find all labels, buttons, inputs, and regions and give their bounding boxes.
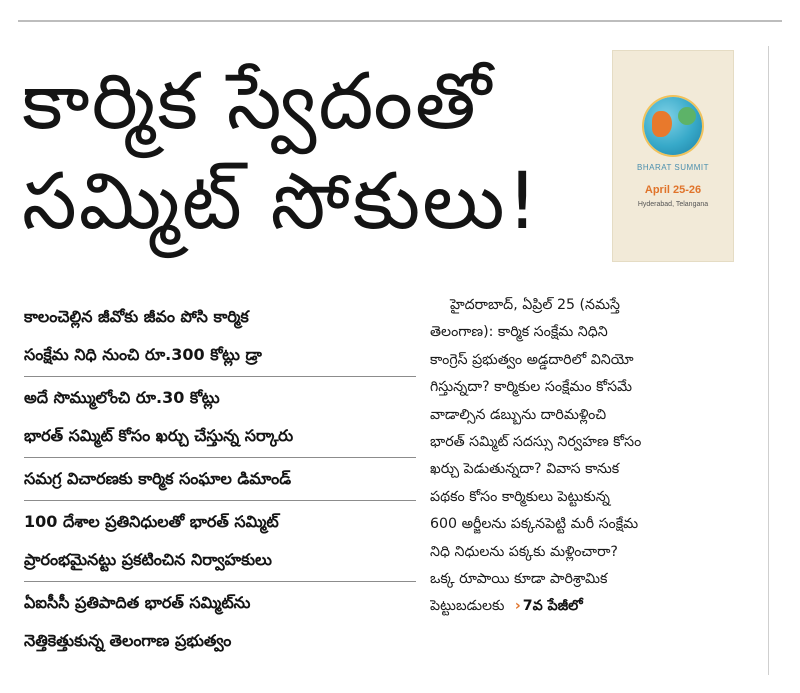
body-line: నిధి నిధులను పక్కకు మళ్లించారా? xyxy=(430,543,618,560)
body-line: ఒక్క రూపాయి కూడా పారిశ్రామిక xyxy=(430,571,608,588)
subhead-line: నెత్తికెత్తుకున్న తెలంగాణ ప్రభుత్వం xyxy=(24,631,232,650)
column-divider xyxy=(768,46,769,675)
body-line: 600 అర్జీలను పక్కనపెట్టి మరీ సంక్షేమ xyxy=(430,516,639,533)
poster-dates: April 25-26 xyxy=(644,184,702,196)
poster-title: BHARAT SUMMIT xyxy=(637,163,709,172)
chevron-right-icon: › xyxy=(514,598,521,615)
body-line: గిస్తున్నదా? కార్మికుల సంక్షేమం కోసమే xyxy=(430,379,633,396)
continued-label: 7వ పేజీలో xyxy=(522,598,583,615)
body-line: వాడాల్సిన డబ్బును దారిమళ్లించి xyxy=(430,406,607,423)
subhead-line: 100 దేశాల ప్రతినిధులతో భారత్ సమ్మిట్ xyxy=(24,512,279,531)
body-line-text: పెట్టుబడులకు xyxy=(430,598,505,615)
body-line: పథకం కోసం కార్మికులు పెట్టుకున్న xyxy=(430,488,610,505)
bharat-summit-poster-image xyxy=(612,50,734,262)
subhead-line: భారత్ సమ్మిట్ కోసం ఖర్చు చేస్తున్న సర్కారు xyxy=(24,426,294,445)
headline-line-1: కార్మిక స్వేదంతో xyxy=(22,57,494,147)
subhead-block xyxy=(24,296,416,377)
body-line: భారత్ సమ్మిట్ సదస్సు నిర్వహణ కోసం xyxy=(430,434,642,451)
continued-on-page-link[interactable] xyxy=(509,598,583,614)
article-body xyxy=(430,292,752,621)
top-rule xyxy=(18,20,782,22)
subhead-block xyxy=(24,458,416,501)
subhead-line: ఏఐసీసీ ప్రతిపాదిత భారత్ సమ్మిట్‌ను xyxy=(24,593,251,612)
body-line: కాంగ్రెస్ ప్రభుత్వం అడ్డదారిలో వినియో xyxy=(430,351,634,368)
subheads xyxy=(24,296,416,662)
subhead-block xyxy=(24,501,416,582)
body-line: హైదరాబాద్, ఏప్రిల్ 25 (నమస్తే xyxy=(450,297,620,313)
globe-logo-icon xyxy=(644,97,702,155)
subhead-block xyxy=(24,377,416,458)
subhead-line: అదే సొమ్ములోంచి రూ.30 కోట్లు xyxy=(24,388,220,407)
body-line-last xyxy=(430,593,752,620)
body-line: ఖర్చు పెడుతున్నదా? వివాస కానుక xyxy=(430,461,620,478)
body-line: తెలంగాణ): కార్మిక సంక్షేమ నిధిని xyxy=(430,324,608,341)
poster-location: Hyderabad, Telangana xyxy=(637,201,709,208)
subhead-line: ప్రారంభమైనట్టు ప్రకటించిన నిర్వాహకులు xyxy=(24,550,272,569)
subhead-line: సమగ్ర విచారణకు కార్మిక సంఘాల డిమాండ్ xyxy=(24,469,292,488)
headline xyxy=(22,52,612,252)
subhead-block xyxy=(24,582,416,662)
subhead-line: సంక్షేమ నిధి నుంచి రూ.300 కోట్లు డ్రా xyxy=(24,345,262,364)
subhead-line: కాలంచెల్లిన జీవోకు జీవం పోసి కార్మిక xyxy=(24,307,249,326)
headline-line-2: సమ్మిట్ సోకులు! xyxy=(22,157,540,247)
